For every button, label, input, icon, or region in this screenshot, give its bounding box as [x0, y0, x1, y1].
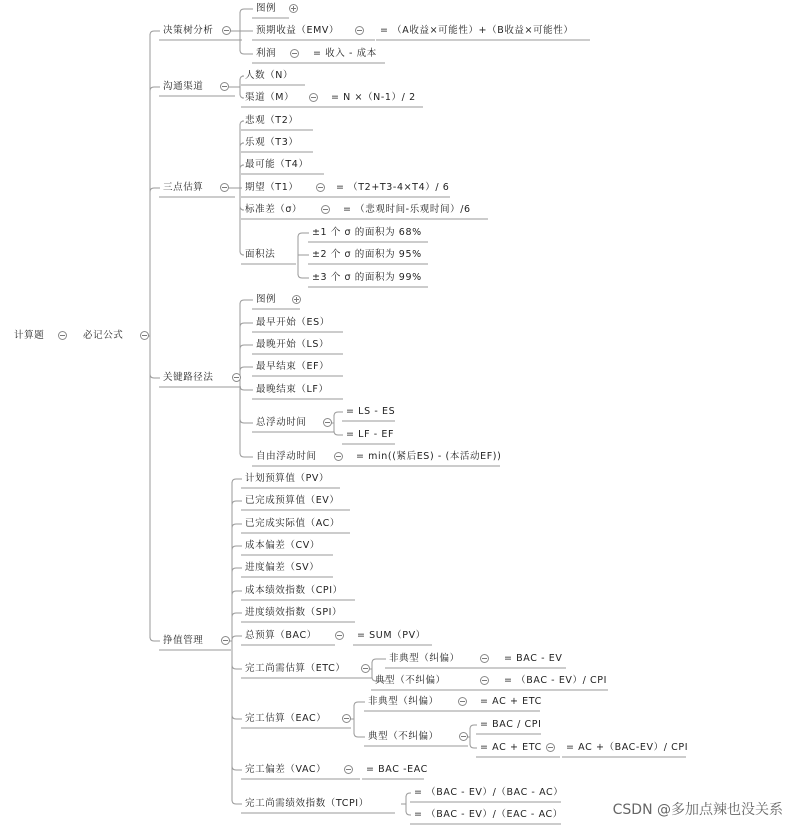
connector-branch [232, 636, 242, 640]
collapse-toggle-icon[interactable] [335, 631, 344, 640]
connector-branch [240, 251, 244, 255]
branch-evm[interactable]: 挣值管理 [163, 635, 204, 646]
eac-typical-1[interactable]: = BAC / CPI [480, 719, 542, 730]
connector-branch [334, 431, 343, 435]
pert-sd[interactable]: 标准差（σ） [245, 204, 303, 215]
collapse-toggle-icon[interactable] [458, 697, 467, 706]
evm-etc[interactable]: 完工尚需估算（ETC） [245, 663, 346, 674]
eac-atypical[interactable]: 非典型（纠偏） [368, 696, 439, 707]
connector-branch [470, 744, 477, 748]
etc-atypical[interactable]: 非典型（纠偏） [389, 653, 460, 664]
collapse-toggle-icon[interactable] [220, 183, 229, 192]
evm-tcpi[interactable]: 完工尚需绩效指数（TCPI） [245, 798, 369, 809]
connector-branch [240, 323, 253, 327]
connector-branch [240, 386, 253, 390]
collapse-toggle-icon[interactable] [334, 452, 343, 461]
connector-branch [240, 94, 244, 98]
emv-formula[interactable]: = （A收益×可能性）+（B收益×可能性） [380, 25, 574, 36]
connector-branch [240, 419, 253, 423]
evm-bac[interactable]: 总预算（BAC） [245, 630, 317, 641]
collapse-toggle-icon[interactable] [222, 26, 231, 35]
comm-formula[interactable]: = N ×（N-1）/ 2 [331, 92, 416, 103]
pert-t2[interactable]: 悲观（T2） [245, 115, 299, 126]
pert-t1-formula[interactable]: = （T2+T3-4×T4）/ 6 [336, 182, 450, 193]
pert-area[interactable]: 面积法 [245, 249, 276, 260]
comm-channels[interactable]: 渠道（M） [245, 92, 295, 103]
connector-branch [240, 345, 253, 349]
pert-area-2[interactable]: ±2 个 σ 的面积为 95% [312, 249, 422, 260]
branch-cpm[interactable]: 关键路径法 [163, 372, 214, 383]
collapse-toggle-icon[interactable] [459, 732, 468, 741]
connector-branch [150, 87, 160, 91]
cpm-legend[interactable]: 图例 [256, 294, 277, 305]
collapse-toggle-icon[interactable] [316, 183, 325, 192]
collapse-toggle-icon[interactable] [321, 205, 330, 214]
eac-atypical-formula[interactable]: = AC + ETC [480, 696, 542, 707]
collapse-toggle-icon[interactable] [323, 418, 332, 427]
connector-branch [232, 715, 242, 719]
pert-t4[interactable]: 最可能（T4） [245, 159, 309, 170]
connector-branch [150, 637, 160, 641]
evm-ac[interactable]: 已完成实际值（AC） [245, 518, 340, 529]
etc-atypical-formula[interactable]: = BAC - EV [504, 653, 563, 664]
cpm-ef[interactable]: 最早结束（EF） [256, 361, 330, 372]
connector-branch [232, 524, 242, 528]
profit-formula[interactable]: = 收入 - 成本 [313, 48, 377, 59]
connector-branch [232, 800, 242, 804]
pert-area-3[interactable]: ±3 个 σ 的面积为 99% [312, 272, 422, 283]
connector-branch [240, 121, 244, 125]
connector-branch [150, 188, 160, 192]
eac-typical-2b[interactable]: = AC +（BAC-EV）/ CPI [566, 742, 689, 753]
connector-branch [372, 659, 386, 663]
connector-branch [240, 367, 253, 371]
connector-branch [232, 591, 242, 595]
cpm-lf[interactable]: 最晚结束（LF） [256, 384, 329, 395]
eac-typical-2[interactable]: = AC + ETC [480, 742, 542, 753]
expand-toggle-icon[interactable] [292, 295, 301, 304]
collapse-toggle-icon[interactable] [344, 765, 353, 774]
collapse-toggle-icon[interactable] [342, 714, 351, 723]
branch-comm[interactable]: 沟通渠道 [163, 81, 204, 92]
etc-typical[interactable]: 典型（不纠偏） [375, 675, 446, 686]
connector-branch [240, 143, 244, 147]
csdn-watermark: CSDN @多加点辣也没关系 [612, 802, 783, 818]
evm-cv[interactable]: 成本偏差（CV） [245, 540, 320, 551]
evm-cpi[interactable]: 成本绩效指数（CPI） [245, 585, 343, 596]
collapse-toggle-icon[interactable] [309, 93, 318, 102]
pert-sd-formula[interactable]: = （悲观时间-乐观时间）/6 [343, 204, 471, 215]
evm-bac-formula[interactable]: = SUM（PV） [357, 630, 426, 641]
collapse-toggle-icon[interactable] [480, 654, 489, 663]
collapse-toggle-icon[interactable] [221, 636, 230, 645]
connector-branch [240, 50, 253, 54]
cpm-ls[interactable]: 最晚开始（LS） [256, 339, 330, 350]
comm-people[interactable]: 人数（N） [245, 70, 294, 81]
vac-formula[interactable]: = BAC -EAC [366, 764, 428, 775]
cpm-ff[interactable]: 自由浮动时间 [256, 451, 317, 462]
evm-spi[interactable]: 进度绩效指数（SPI） [245, 607, 343, 618]
collapse-toggle-icon[interactable] [546, 743, 555, 752]
connector-branch [240, 9, 253, 13]
connector-branch [406, 811, 411, 815]
connector-branch [334, 412, 343, 416]
connector-branch [298, 274, 309, 278]
collapse-toggle-icon[interactable] [361, 664, 370, 673]
main-node[interactable]: 必记公式 [83, 330, 124, 341]
cpm-tf[interactable]: 总浮动时间 [256, 417, 307, 428]
branch-decision[interactable]: 决策树分析 [163, 25, 214, 36]
decision-legend[interactable]: 图例 [256, 3, 277, 14]
root-node[interactable]: 计算题 [14, 330, 45, 341]
collapse-toggle-icon[interactable] [232, 373, 241, 382]
evm-pv[interactable]: 计划预算值（PV） [245, 473, 330, 484]
pert-area-1[interactable]: ±1 个 σ 的面积为 68% [312, 227, 422, 238]
evm-ev[interactable]: 已完成预算值（EV） [245, 495, 340, 506]
connector-branch [240, 206, 244, 210]
pert-t1[interactable]: 期望（T1） [245, 182, 299, 193]
evm-sv[interactable]: 进度偏差（SV） [245, 562, 320, 573]
collapse-toggle-icon[interactable] [220, 82, 229, 91]
branch-pert[interactable]: 三点估算 [163, 182, 204, 193]
collapse-toggle-icon[interactable] [290, 49, 299, 58]
connector-branch [150, 374, 160, 378]
collapse-toggle-icon[interactable] [140, 331, 149, 340]
cpm-tf-2[interactable]: = LF - EF [346, 429, 395, 440]
collapse-toggle-icon[interactable] [480, 676, 489, 685]
connector-branch [240, 76, 244, 80]
cpm-tf-1[interactable]: = LS - ES [346, 406, 396, 417]
connector-branch [232, 613, 242, 617]
connector-branch [232, 665, 242, 669]
profit-node[interactable]: 利润 [256, 48, 277, 59]
connector-branch [470, 725, 477, 729]
evm-vac[interactable]: 完工偏差（VAC） [245, 764, 327, 775]
connector-branch [298, 233, 309, 237]
connector-branch [232, 568, 242, 572]
eac-typical[interactable]: 典型（不纠偏） [368, 731, 439, 742]
emv-node[interactable]: 预期收益（EMV） [256, 25, 340, 36]
etc-typical-formula[interactable]: = （BAC - EV）/ CPI [504, 675, 608, 686]
connector-branch [240, 300, 253, 304]
connector-branch [354, 702, 365, 706]
cpm-ff-formula[interactable]: = min((紧后ES) - (本活动EF)) [356, 451, 502, 462]
tcpi-2[interactable]: = （BAC - EV）/（EAC - AC） [414, 809, 563, 820]
pert-t3[interactable]: 乐观（T3） [245, 137, 299, 148]
connector-branch [232, 479, 242, 483]
evm-eac[interactable]: 完工估算（EAC） [245, 713, 327, 724]
connector-branch [240, 165, 244, 169]
connector-branch [232, 501, 242, 505]
collapse-toggle-icon[interactable] [58, 331, 67, 340]
collapse-toggle-icon[interactable] [355, 26, 364, 35]
tcpi-1[interactable]: = （BAC - EV）/（BAC - AC） [414, 787, 564, 798]
connector-branch [240, 453, 253, 457]
expand-toggle-icon[interactable] [289, 4, 298, 13]
cpm-es[interactable]: 最早开始（ES） [256, 317, 330, 328]
connector-branch [150, 31, 160, 35]
connector-branch [232, 546, 242, 550]
connector-branch [232, 766, 242, 770]
connector-branch [354, 733, 365, 737]
connector-branch [406, 793, 411, 797]
